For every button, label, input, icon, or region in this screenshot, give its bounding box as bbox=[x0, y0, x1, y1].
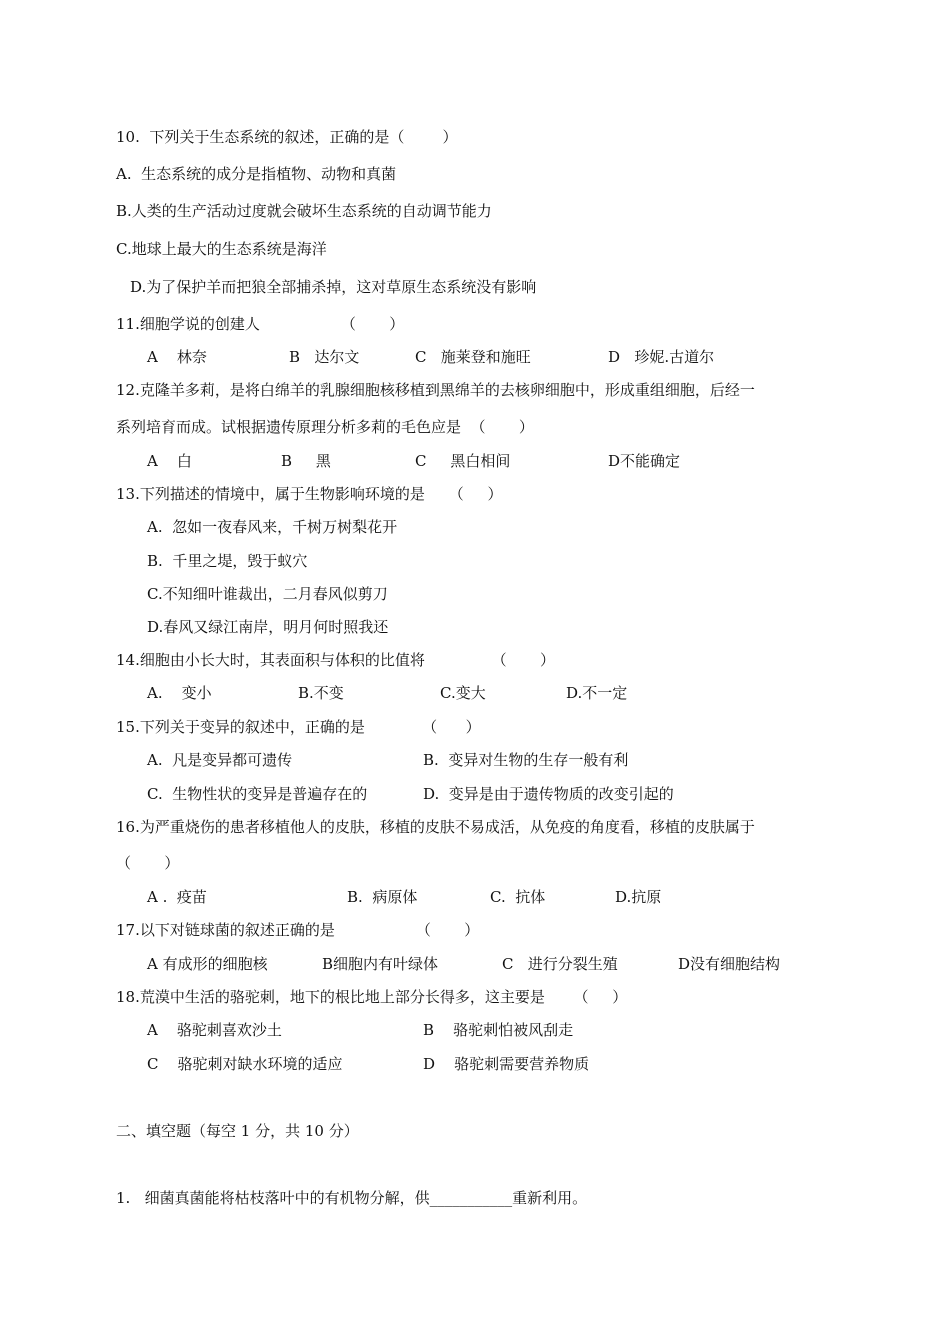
q14-option-c: C.变大 bbox=[440, 684, 486, 702]
q15-option-c: C. 生物性状的变异是普遍存在的 bbox=[147, 785, 368, 803]
q10-stem: 10. 下列关于生态系统的叙述，正确的是（ ） bbox=[116, 128, 458, 146]
q17-option-c: C 进行分裂生殖 bbox=[502, 955, 618, 973]
q15-stem: 15.下列关于变异的叙述中，正确的是 （ ） bbox=[116, 718, 481, 736]
q12-stem-line2: 系列培育而成。试根据遗传原理分析多莉的毛色应是 （ ） bbox=[116, 418, 534, 436]
q14-option-b: B.不变 bbox=[298, 684, 344, 702]
q11-option-b: B 达尔文 bbox=[289, 348, 360, 366]
q16-stem-line1: 16.为严重烧伤的患者移植他人的皮肤，移植的皮肤不易成活，从免疫的角度看，移植的皮肤属于 bbox=[116, 818, 755, 836]
q12-stem-line1: 12.克隆羊多莉，是将白绵羊的乳腺细胞核移植到黑绵羊的去核卵细胞中，形成重组细胞，后经一 bbox=[116, 381, 755, 399]
q12-option-c: C 黑白相间 bbox=[415, 452, 511, 470]
q10-option-c: C.地球上最大的生态系统是海洋 bbox=[116, 240, 327, 258]
q11-stem: 11.细胞学说的创建人 （ ） bbox=[116, 315, 405, 333]
q10-option-b: B.人类的生产活动过度就会破坏生态系统的自动调节能力 bbox=[116, 202, 492, 220]
q18-option-c: C 骆驼刺对缺水环境的适应 bbox=[147, 1055, 343, 1073]
q11-option-a: A 林奈 bbox=[147, 348, 207, 366]
q18-option-d: D 骆驼刺需要营养物质 bbox=[423, 1055, 590, 1073]
q12-option-b: B 黑 bbox=[281, 452, 331, 470]
q17-option-a: A 有成形的细胞核 bbox=[147, 955, 268, 973]
q16-option-c: C. 抗体 bbox=[490, 888, 546, 906]
q18-stem: 18.荒漠中生活的骆驼刺，地下的根比地上部分长得多，这主要是 （ ） bbox=[116, 988, 628, 1006]
q13-option-a: A. 忽如一夜春风来，千树万树梨花开 bbox=[147, 518, 398, 536]
q13-option-c: C.不知细叶谁裁出，二月春风似剪刀 bbox=[147, 585, 388, 603]
q13-stem: 13.下列描述的情境中，属于生物影响环境的是 （ ） bbox=[116, 485, 503, 503]
q16-option-d: D.抗原 bbox=[615, 888, 662, 906]
q13-option-b: B. 千里之堤，毁于蚁穴 bbox=[147, 552, 308, 570]
q15-option-b: B. 变异对生物的生存一般有利 bbox=[423, 751, 629, 769]
q11-option-c: C 施莱登和施旺 bbox=[415, 348, 531, 366]
q15-option-a: A. 凡是变异都可遗传 bbox=[147, 751, 293, 769]
q17-option-b: B细胞内有叶绿体 bbox=[322, 955, 439, 973]
q10-option-d: D.为了保护羊而把狼全部捕杀掉，这对草原生态系统没有影响 bbox=[130, 278, 537, 296]
q12-option-d: D不能确定 bbox=[608, 452, 681, 470]
q18-option-b: B 骆驼刺怕被风刮走 bbox=[423, 1021, 574, 1039]
section2-title: 二、填空题（每空 1 分，共 10 分） bbox=[116, 1122, 359, 1140]
q16-stem-line2: （ ） bbox=[116, 854, 180, 872]
q16-option-a: A . 疫苗 bbox=[147, 888, 207, 906]
q18-option-a: A 骆驼刺喜欢沙土 bbox=[147, 1021, 282, 1039]
q17-stem: 17.以下对链球菌的叙述正确的是 （ ） bbox=[116, 921, 480, 939]
q14-option-d: D.不一定 bbox=[566, 684, 628, 702]
q14-option-a: A. 变小 bbox=[147, 684, 212, 702]
q16-option-b: B. 病原体 bbox=[347, 888, 418, 906]
q14-stem: 14.细胞由小长大时，其表面积与体积的比值将 （ ） bbox=[116, 651, 555, 669]
q17-option-d: D没有细胞结构 bbox=[678, 955, 781, 973]
q15-option-d: D. 变异是由于遗传物质的改变引起的 bbox=[423, 785, 674, 803]
q13-option-d: D.春风又绿江南岸，明月何时照我还 bbox=[147, 618, 389, 636]
q11-option-d: D 珍妮.古道尔 bbox=[608, 348, 715, 366]
q12-option-a: A 白 bbox=[147, 452, 192, 470]
q10-option-a: A. 生态系统的成分是指植物、动物和真菌 bbox=[116, 165, 397, 183]
fill-question-1: 1. 细菌真菌能将枯枝落叶中的有机物分解，供___________重新利用。 bbox=[116, 1189, 588, 1207]
